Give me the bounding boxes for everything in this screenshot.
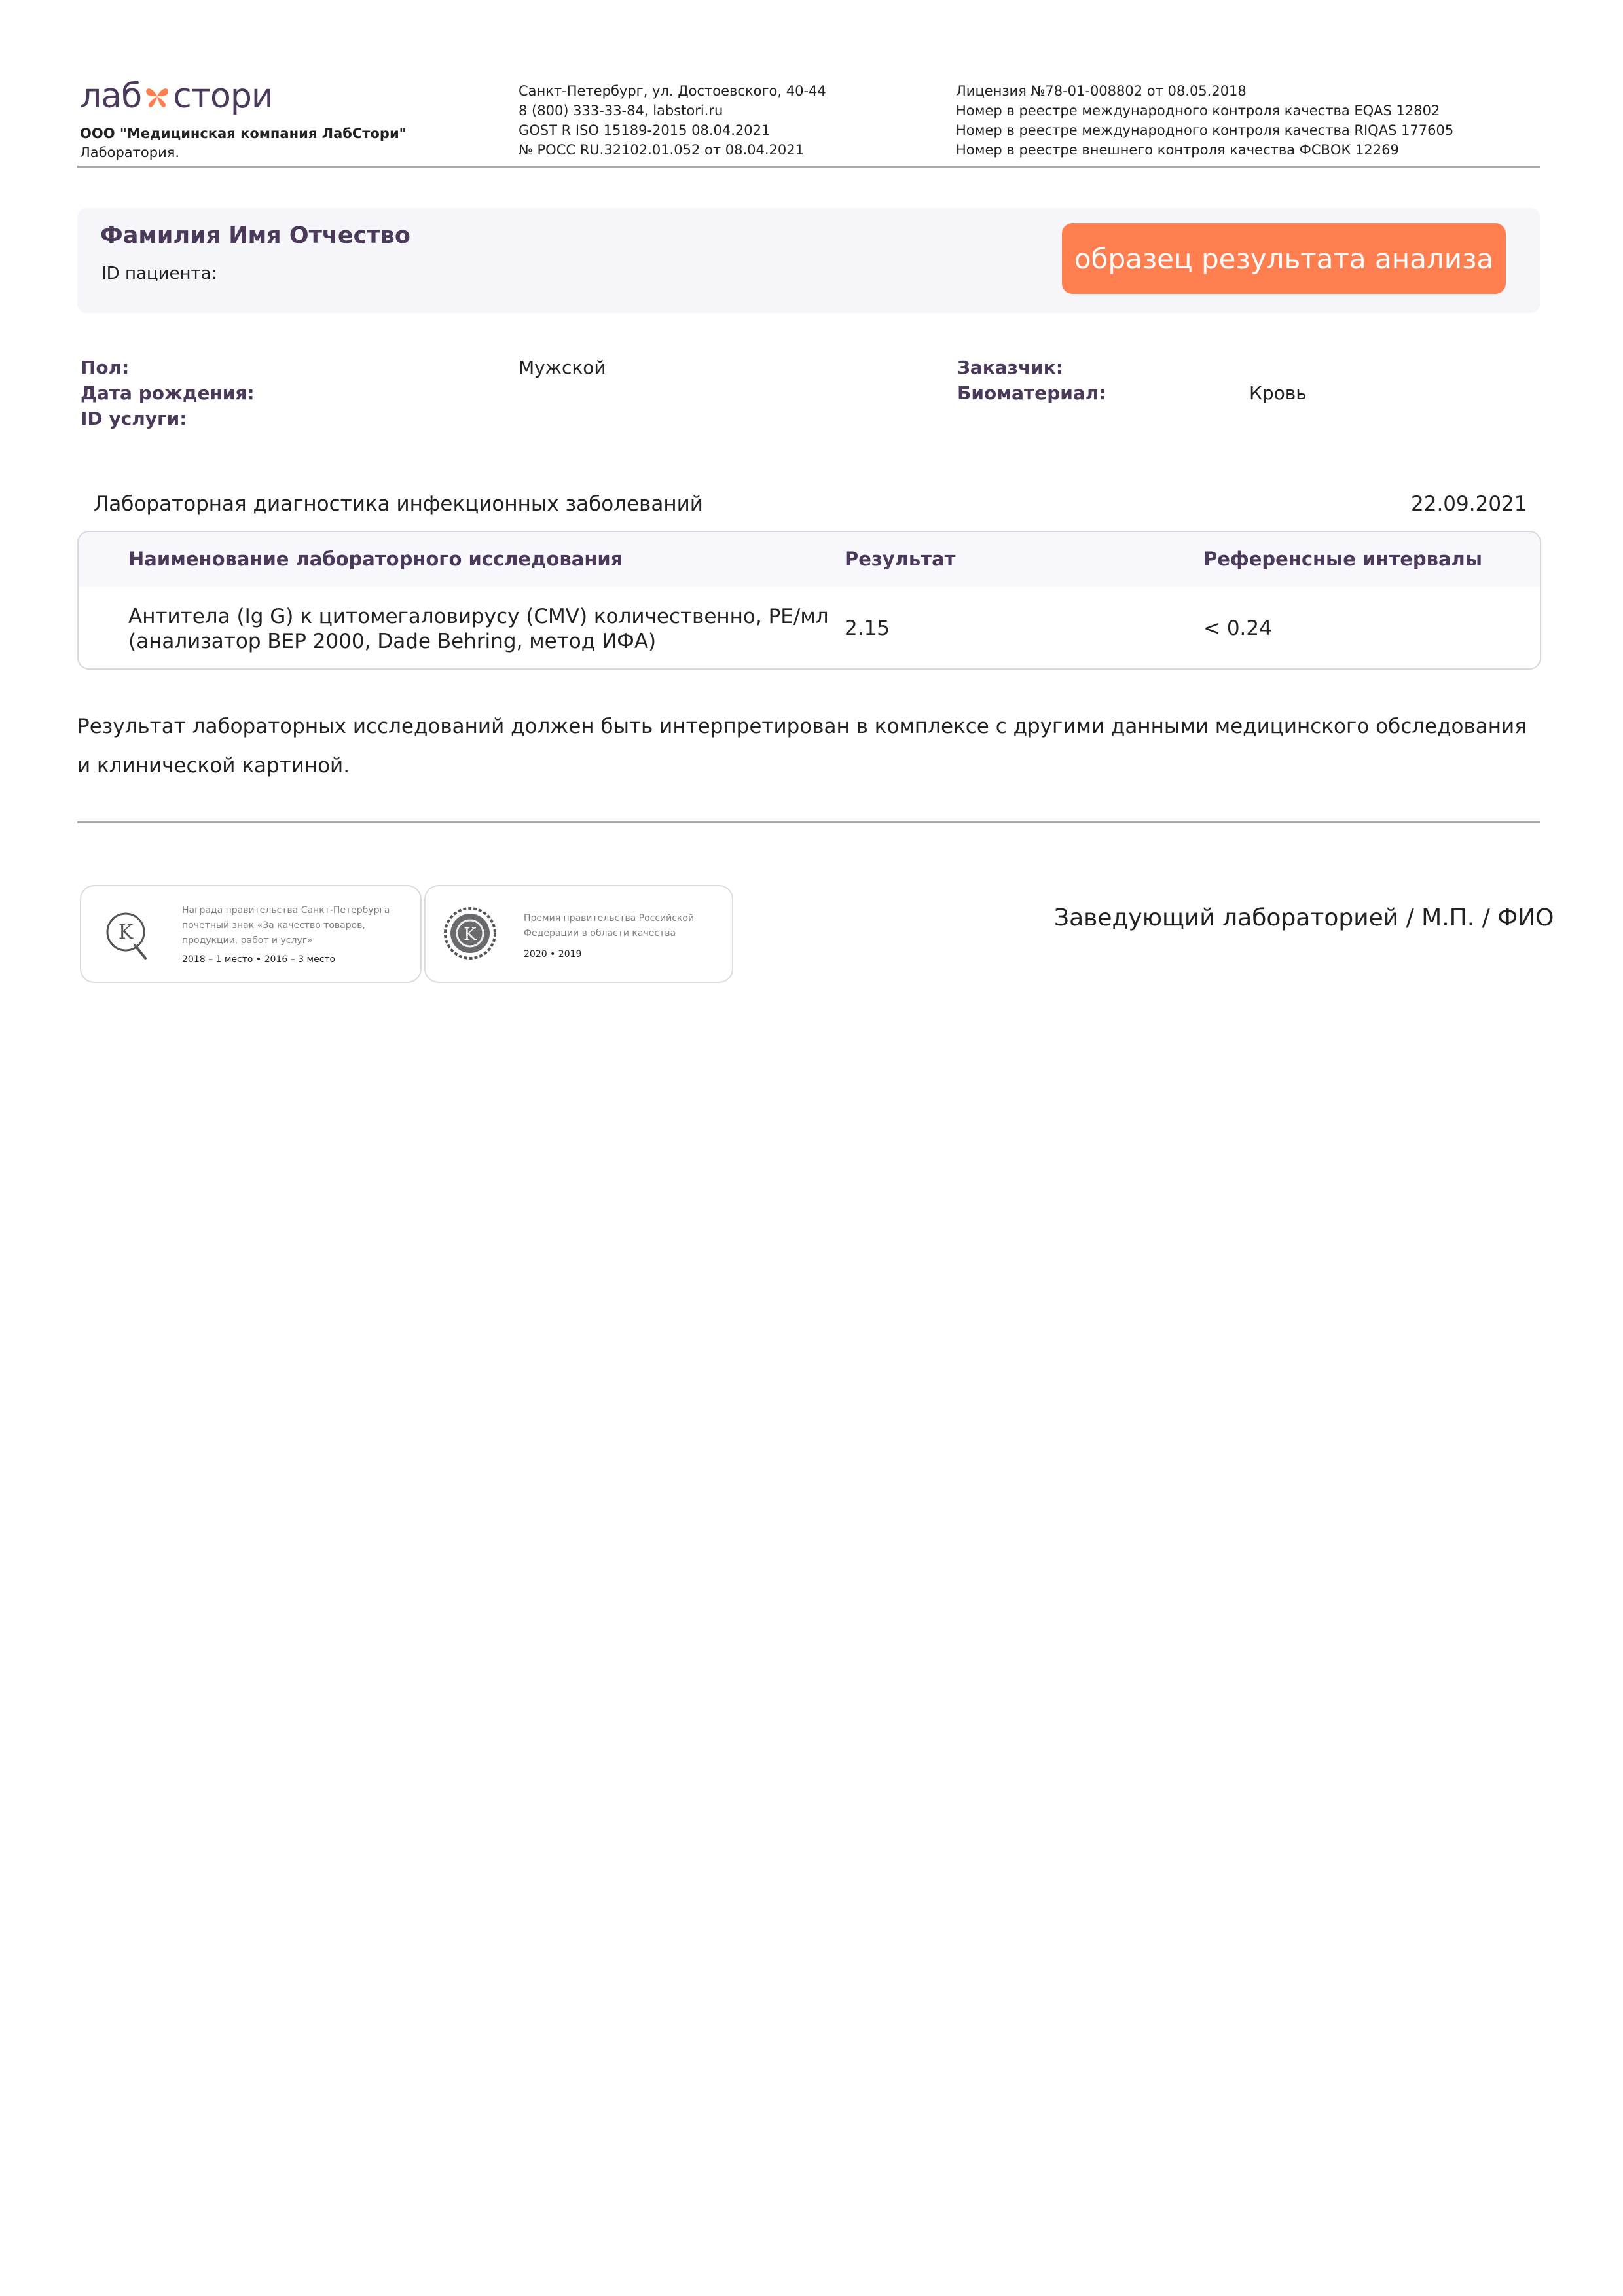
test-result: 2.15 [845,617,890,640]
contact-gost: GOST R ISO 15189-2015 08.04.2021 [519,122,771,138]
sample-result-badge[interactable]: образец результата анализа [1062,223,1506,294]
header-divider [77,166,1540,168]
contact-address: Санкт-Петербург, ул. Достоевского, 40-44 [519,83,826,99]
footer-divider [77,821,1540,823]
logo-text-right: стори [173,77,273,116]
patient-id-label: ID пациента: [101,264,217,283]
header-test-name: Наименование лабораторного исследования [128,548,623,570]
header-reference: Референсные интервалы [1203,548,1483,570]
sex-value: Мужской [519,357,606,378]
biomaterial-label: Биоматериал: [957,382,1106,404]
sex-label: Пол: [81,357,130,378]
results-table [77,531,1541,670]
license-riqas: Номер в реестре международного контроля качества RIQAS 177605 [956,122,1454,138]
company-name: ООО "Медицинская компания ЛабСтори" [80,126,407,141]
license-fsvok: Номер в реестре внешнего контроля качества ФСВОК 12269 [956,142,1399,158]
table-header [79,532,1540,587]
award-line: Премия правительства Российской [524,913,695,924]
brand-logo [80,73,273,119]
logo-text-left: лаб [80,77,142,116]
test-name-line1: Антитела (Ig G) к цитомегаловирусу (CMV) количественно, РЕ/мл [128,605,829,628]
award-years: 2020 • 2019 [524,949,582,960]
customer-label: Заказчик: [957,357,1063,378]
award-line: продукции, работ и услуг» [182,935,313,946]
award-years: 2018 – 1 место • 2016 – 3 место [182,954,336,965]
quality-mark-icon [105,908,148,961]
award-rf [424,885,733,983]
licenses-block [956,81,1453,160]
award-line: Федерации в области качества [524,928,676,939]
patient-name: Фамилия Имя Отчество [100,223,410,249]
interpretation-note: Результат лабораторных исследований должен быть интерпретирован в комплексе с другими данными медицинского обследования и клинической картиной. [77,715,1527,778]
award-line: почетный знак «За качество товаров, [182,920,365,931]
quality-medal-icon [443,906,498,961]
license-line: Лицензия №78-01-008802 от 08.05.2018 [956,83,1247,99]
company-subtitle: Лаборатория. [80,145,180,160]
service-id-label: ID услуги: [81,408,187,429]
contacts-block [519,81,826,160]
award-line: Награда правительства Санкт-Петербурга [182,905,390,916]
contact-ross: № РОСС RU.32102.01.052 от 08.04.2021 [519,142,804,158]
svg-text:K: K [464,925,477,944]
signature-line: Заведующий лабораторией / М.П. / ФИО [1054,905,1554,931]
license-eqas: Номер в реестре международного контроля качества EQAS 12802 [956,103,1440,118]
header-result: Результат [845,548,956,570]
section-date: 22.09.2021 [1411,492,1527,516]
svg-text:K: K [118,921,134,944]
section-title: Лабораторная диагностика инфекционных заболеваний [94,492,703,516]
contact-phone-site: 8 (800) 333-33-84, labstori.ru [519,103,723,118]
biomaterial-value: Кровь [1249,382,1307,404]
birth-date-label: Дата рождения: [81,382,255,404]
test-reference: < 0.24 [1203,617,1272,640]
award-spb [80,885,422,983]
test-name-line2: (анализатор BEP 2000, Dade Behring, метод ИФА) [128,630,657,653]
butterfly-icon [143,82,172,111]
